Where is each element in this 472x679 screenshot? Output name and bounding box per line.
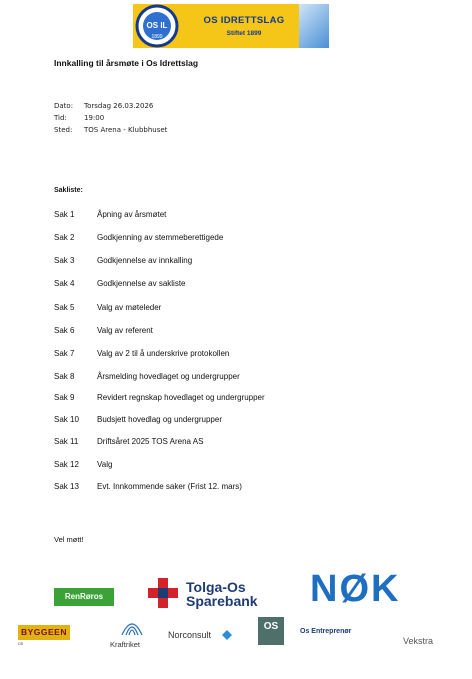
agenda-item bbox=[54, 326, 153, 335]
agenda-item bbox=[54, 279, 186, 288]
agenda-number: Sak 2 bbox=[54, 233, 75, 242]
agenda-item bbox=[54, 233, 223, 242]
club-crest-icon bbox=[135, 4, 179, 48]
club-name: OS IDRETTSLAG bbox=[203, 15, 285, 26]
agenda-item bbox=[54, 415, 222, 424]
agenda-text: Åpning av årsmøtet bbox=[97, 210, 167, 219]
agenda-item bbox=[54, 303, 161, 312]
banner-photo bbox=[299, 4, 329, 48]
sponsor-kraftriket-logo: Kraftriket bbox=[110, 640, 141, 649]
meta-label: Dato: bbox=[54, 102, 74, 110]
agenda-item bbox=[54, 393, 265, 402]
agenda-number: Sak 9 bbox=[54, 393, 75, 402]
sponsor-norconsult-logo: Norconsult bbox=[168, 630, 212, 640]
club-banner bbox=[133, 4, 329, 48]
meta-value: 19:00 bbox=[84, 114, 105, 122]
agenda-number: Sak 6 bbox=[54, 326, 75, 335]
os-entreprenor-name: Os Entreprenør bbox=[300, 628, 352, 635]
sponsor-nok-logo: NØK bbox=[310, 568, 401, 610]
norconsult-diamond-icon bbox=[222, 630, 232, 640]
os-box-text: OS bbox=[263, 621, 279, 632]
agenda-number: Sak 12 bbox=[54, 460, 79, 469]
agenda-number: Sak 7 bbox=[54, 349, 75, 358]
agenda-item bbox=[54, 460, 112, 469]
meta-label: Sted: bbox=[54, 126, 73, 134]
agenda-item bbox=[54, 210, 166, 219]
sponsor-os-logo bbox=[258, 617, 284, 645]
agenda-text: Driftsåret 2025 TOS Arena AS bbox=[97, 437, 204, 446]
agenda-item bbox=[54, 482, 242, 491]
agenda-number: Sak 11 bbox=[54, 437, 79, 446]
byggeen-sub: OS bbox=[18, 642, 24, 646]
meta-label: Tid: bbox=[54, 114, 67, 122]
agenda-text: Budsjett hovedlag og undergrupper bbox=[97, 415, 222, 424]
meta-value: Torsdag 26.03.2026 bbox=[84, 102, 154, 110]
agenda-text: Godkjenning av stemmeberettigede bbox=[97, 233, 224, 242]
agenda-text: Godkjennelse av sakliste bbox=[97, 279, 186, 288]
agenda-heading: Sakliste: bbox=[54, 187, 83, 194]
sponsor-os-entreprenor-logo bbox=[300, 628, 370, 650]
agenda-number: Sak 13 bbox=[54, 482, 79, 491]
sponsor-tolga-os-logo bbox=[186, 580, 258, 608]
tolga-line1: Tolga-Os bbox=[186, 579, 246, 595]
tolga-line2: Sparebank bbox=[186, 593, 258, 609]
sponsor-vekstra-logo: Vekstra bbox=[403, 636, 434, 646]
sponsor-renroros-logo: RenRøros bbox=[54, 588, 114, 606]
document-title: Innkalling til årsmøte i Os Idrettslag bbox=[54, 58, 199, 68]
founded-text: Stiftet 1899 bbox=[226, 30, 262, 37]
meta-row-time bbox=[54, 114, 104, 122]
agenda-item bbox=[54, 349, 229, 358]
agenda-number: Sak 4 bbox=[54, 279, 75, 288]
meta-value: TOS Arena - Klubbhuset bbox=[84, 126, 168, 134]
agenda-item bbox=[54, 437, 203, 446]
agenda-text: Evt. Innkommende saker (Frist 12. mars) bbox=[97, 482, 242, 491]
agenda-text: Valg av 2 til å underskrive protokollen bbox=[97, 349, 230, 358]
meta-row-place bbox=[54, 126, 167, 134]
agenda-number: Sak 3 bbox=[54, 256, 75, 265]
agenda-text: Revidert regnskap hovedlaget og undergrupper bbox=[97, 393, 265, 402]
agenda-text: Valg bbox=[97, 460, 113, 469]
agenda-item bbox=[54, 372, 240, 381]
agenda-text: Godkjennelse av innkalling bbox=[97, 256, 193, 265]
meta-row-date bbox=[54, 102, 153, 110]
agenda-text: Årsmelding hovedlaget og undergrupper bbox=[97, 372, 240, 381]
agenda-item bbox=[54, 256, 192, 265]
agenda-text: Valg av referent bbox=[97, 326, 153, 335]
crest-text: OS IL bbox=[146, 21, 168, 30]
agenda-text: Valg av møteleder bbox=[97, 303, 162, 312]
kraftriket-mark-icon bbox=[118, 617, 146, 637]
byggeen-name: BYGGEEN bbox=[18, 625, 70, 640]
crest-year: 1899 bbox=[151, 34, 163, 40]
agenda-number: Sak 5 bbox=[54, 303, 75, 312]
sponsor-byggeen-logo bbox=[18, 625, 70, 655]
agenda-number: Sak 10 bbox=[54, 415, 79, 424]
agenda-number: Sak 1 bbox=[54, 210, 75, 219]
closing-text: Vel møtt! bbox=[54, 535, 84, 544]
tolga-os-mark-icon bbox=[148, 578, 180, 610]
agenda-number: Sak 8 bbox=[54, 372, 75, 381]
